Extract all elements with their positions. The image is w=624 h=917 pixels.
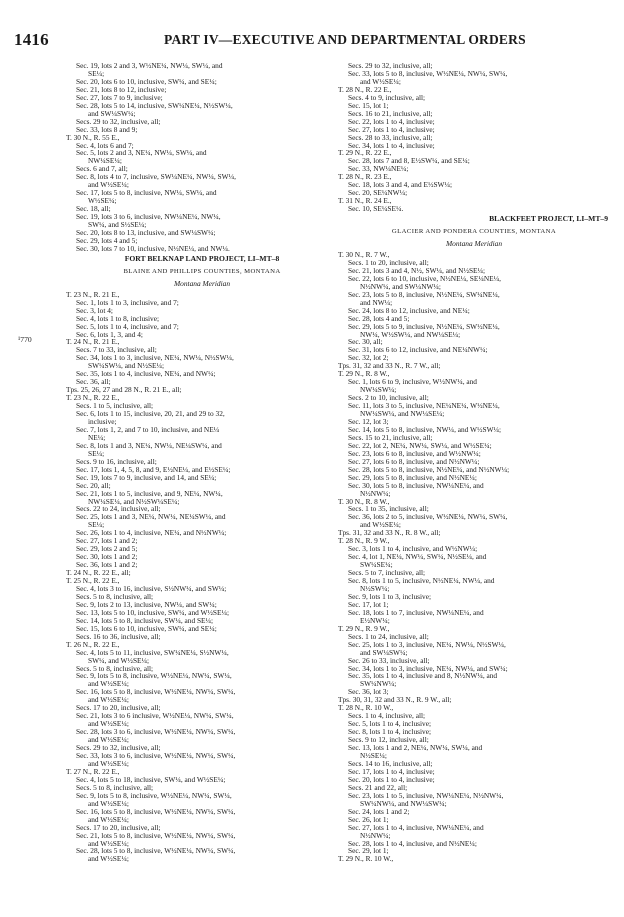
text-line: Sec. 26, lots 1 to 4, inclusive, NE¼, and N½NW¼; xyxy=(76,529,227,538)
text-line: Sec. 22, lot 2, NE¼, NW¼, SW¼, and W½SE¼; xyxy=(348,441,492,450)
text-line: and W½SE¼; xyxy=(88,680,129,689)
text-line: Sec. 11, lots 3 to 5, inclusive, NE¼NE¼, W½NE¼, xyxy=(348,402,500,411)
text-line: Sec. 36, lots 1 and 2; xyxy=(76,561,138,570)
text-line: Sec. 28, lots 4 and 5; xyxy=(348,314,410,323)
text-line: Sec. 9, lots 1 to 3, inclusive; xyxy=(348,592,432,601)
text-line: Sec. 23, lots 5 to 8, inclusive, N½NE¼, SW¼NE¼, xyxy=(348,290,500,299)
township-line: T. 31 N., R. 24 E., xyxy=(338,197,392,206)
text-line: Sec. 5, lots 1 to 4, inclusive; xyxy=(348,720,432,729)
text-line: Sec. 8, lots 1 and 3, NE¼, NW¼, NE¼SW¼, and xyxy=(76,441,222,450)
text-line: Secs. 16 to 36, inclusive, all; xyxy=(76,632,161,641)
text-line: Sec. 28, lots 5 to 8, inclusive, N½NE¼, and N½NW¼; xyxy=(348,465,510,474)
township-line: T. 28 N., R. 10 W., xyxy=(338,704,394,713)
text-line: Sec. 16, lots 5 to 8, inclusive, W½NE¼, NW¼, SW¼, xyxy=(76,807,236,816)
text-line: and W½SE¼; xyxy=(88,815,129,824)
project-title: BLACKFEET PROJECT, LI–MT–9 xyxy=(489,215,608,224)
text-line: and W½SE¼; xyxy=(88,720,129,729)
text-line: Sec. 4, lots 6 and 7; xyxy=(76,141,134,150)
text-line: Secs. 5 to 8, inclusive, all; xyxy=(76,664,154,673)
township-line: T. 29 N., R. 8 W., xyxy=(338,370,390,379)
counties-heading: BLAINE AND PHILLIPS COUNTIES, MONTANA xyxy=(123,267,281,275)
township-line: T. 30 N., R. 55 E., xyxy=(66,133,120,142)
text-line: Sec. 26, lot 1; xyxy=(348,815,389,824)
meridian-heading: Montana Meridian xyxy=(445,240,503,248)
marginal-note: ¹770 xyxy=(18,335,32,344)
text-line: Sec. 30, lots 7 to 10, inclusive, N½NE¼, and NW¼. xyxy=(76,244,230,253)
text-line: NW¼SW¼; xyxy=(360,386,397,395)
text-line: Sec. 36, all; xyxy=(76,378,111,387)
text-line: Sec. 26 to 33, inclusive, all; xyxy=(348,656,430,665)
text-line: Secs. 5 to 7, inclusive, all; xyxy=(348,569,426,578)
text-line: Secs. 1 to 4, inclusive, all; xyxy=(348,712,426,721)
counties-heading: GLACIER AND PONDERA COUNTIES, MONTANA xyxy=(391,228,557,236)
text-line: Sec. 23, lots 6 to 8, inclusive, and W½NW¼; xyxy=(348,449,481,458)
text-line: Sec. 29, lot 1; xyxy=(348,847,389,856)
text-line: Sec. 7, lots 1, 2, and 7 to 10, inclusive, and NE¼ xyxy=(76,425,220,434)
text-line: and W½SE¼; xyxy=(360,77,401,86)
text-line: Sec. 17, lots 1 to 4, inclusive; xyxy=(348,767,435,776)
text-line: Sec. 30, lots 1 and 2; xyxy=(76,553,138,562)
township-line: T. 29 N., R. 22 E., xyxy=(338,149,392,158)
text-line: SW¼, and S½SE¼; xyxy=(88,221,147,230)
text-line: Sec. 28, lots 3 to 6, inclusive, W½NE¼, NW¼, SW¼, xyxy=(76,728,236,737)
text-line: Sec. 17, lots 5 to 8, inclusive, NW¼, SW¼, and xyxy=(76,189,217,198)
text-line: E½NW¼; xyxy=(360,616,390,625)
text-line: Secs. 1 to 5, inclusive, all; xyxy=(76,402,154,411)
text-line: SE¼; xyxy=(88,449,105,458)
text-line: Sec. 35, lots 1 to 4, inclusive and 8, N½NW¼, and xyxy=(348,672,498,681)
township-line: T. 26 N., R. 22 E., xyxy=(66,640,120,649)
text-line: Sec. 21, lots 3 and 4, N½, SW¼, and N½SE¼; xyxy=(348,266,486,275)
text-line: Sec. 6, lots 1, 3, and 4; xyxy=(76,330,143,339)
text-line: Sec. 17, lots 1, 4, 5, 8, and 9, E½NE¼, and E½SE¼; xyxy=(76,465,231,474)
text-line: SE¼; xyxy=(88,521,105,530)
text-line: Secs. 17 to 20, inclusive, all; xyxy=(76,704,161,713)
text-line: Sec. 18, all; xyxy=(76,205,111,214)
text-line: Sec. 29, lots 5 to 9, inclusive, N½NE¼, SW½NE¼, xyxy=(348,322,500,331)
text-line: Sec. 27, lots 1 and 2; xyxy=(76,537,138,546)
text-line: Secs. 1 to 35, inclusive, all; xyxy=(348,505,429,514)
text-line: Sec. 13, lots 5 to 10, inclusive, SW¼, and W½SE¼; xyxy=(76,608,230,617)
text-line: NW¼SE¼; xyxy=(88,157,122,166)
text-line: Sec. 31, lots 6 to 12, inclusive, and NE¼NW¼; xyxy=(348,346,488,355)
text-line: Sec. 22, lots 6 to 10, inclusive, N½NE¼, SE¼NE¼, xyxy=(348,274,501,283)
text-line: N½NW¼, and SW¼NW¼; xyxy=(360,282,441,291)
township-line: T. 29 N., R. 10 W., xyxy=(338,855,394,864)
text-line: Sec. 10, SE¼SE¼. xyxy=(348,205,404,214)
text-line: Sec. 3, lot 4; xyxy=(76,306,113,315)
township-line: Tps. 25, 26, 27 and 28 N., R. 21 E., all; xyxy=(66,386,182,395)
township-line: T. 30 N., R. 7 W., xyxy=(338,250,390,259)
text-line: Sec. 8, lots 1 to 5, inclusive, N½NE¼, NW¼, and xyxy=(348,577,495,585)
text-line: Sec. 25, lots 1 to 3, inclusive, NE¼, NW¼, N½SW¼, xyxy=(348,640,506,649)
text-line: Sec. 18, lots 1 to 7, inclusive, NW¼NE¼, and xyxy=(348,608,484,617)
text-line: Sec. 14, lots 5 to 8, inclusive, NW¼, and W½SW¼; xyxy=(348,425,502,434)
township-line: T. 29 N., R. 9 W., xyxy=(338,624,390,633)
text-line: Sec. 29, lots 5 to 8, inclusive, and N½NE¼; xyxy=(348,473,477,482)
text-line: Secs. 1 to 24, inclusive, all; xyxy=(348,632,429,641)
text-line: Secs. 16 to 21, inclusive, all; xyxy=(348,109,433,118)
text-line: and NW¼; xyxy=(360,298,393,307)
text-line: SW¼, and W½SE¼; xyxy=(88,656,150,665)
township-line: T. 23 N., R. 22 E., xyxy=(66,394,120,403)
text-line: Sec. 1, lots 1 to 3, inclusive, and 7; xyxy=(76,298,179,307)
text-line: Secs. 29 to 32, inclusive, all; xyxy=(76,117,161,126)
text-line: Sec. 28, lots 1 to 4, inclusive, and N½NE¼; xyxy=(348,839,477,848)
text-line: and W½SE¼; xyxy=(88,759,129,768)
text-line: Secs. 17 to 20, inclusive, all; xyxy=(76,823,161,832)
text-line: N½NW¼; xyxy=(360,489,391,498)
text-line: Sec. 9, lots 2 to 13, inclusive, NW¼, and SW¼; xyxy=(76,600,217,609)
text-line: Sec. 21, lots 3 to 6 inclusive, W½NE¼, NW¼, SW¼, xyxy=(76,712,234,721)
text-line: and W½SE¼; xyxy=(360,521,401,530)
text-line: SE¼; xyxy=(88,69,105,78)
township-line: T. 28 N., R. 9 W., xyxy=(338,537,390,546)
text-line: Sec. 6, lots 1 to 15, inclusive, 20, 21, and 29 to 32, xyxy=(76,410,225,418)
text-line: Secs. 28 to 33, inclusive, all; xyxy=(348,133,433,142)
text-line: and SW¼SW¼; xyxy=(88,109,136,118)
text-line: Sec. 20, all; xyxy=(76,481,111,490)
text-line: Sec. 28, lots 5 to 8, inclusive, W½NE¼, NW¼, SW¼, xyxy=(76,847,236,856)
text-line: Sec. 29, lots 4 and 5; xyxy=(76,236,138,245)
text-line: Sec. 19, lots 2 and 3, W½NE¼, NW¼, SW¼, and xyxy=(76,62,223,70)
text-line: Secs. 5 to 8, inclusive, all; xyxy=(76,783,154,792)
text-line: Secs. 7 to 33, inclusive, all; xyxy=(76,346,157,355)
text-line: Sec. 4, lots 1 to 8, inclusive; xyxy=(76,314,160,323)
text-line: Sec. 21, lots 1 to 5, inclusive, and 9, NE¼, NW¼, xyxy=(76,489,223,498)
text-line: Sec. 33, lots 8 and 9; xyxy=(76,125,138,134)
text-line: SW¼SE¼; xyxy=(360,561,393,570)
text-line: Sec. 30, all; xyxy=(348,338,383,347)
text-line: Sec. 36, lot 3; xyxy=(348,688,389,697)
text-line: Sec. 20, lots 6 to 10, inclusive, SW¼, and SE¼; xyxy=(76,77,217,86)
text-line: Sec. 18, lots 3 and 4, and E½SW¼; xyxy=(348,181,453,190)
text-line: and SW¼SW¼; xyxy=(360,648,408,657)
project-title: FORT BELKNAP LAND PROJECT, LI–MT–8 xyxy=(124,254,280,263)
text-line: Sec. 34, lots 1 to 3, inclusive, NE¼, NW¼, N½SW¼, xyxy=(76,354,234,363)
text-line: Sec. 4, lots 5 to 11, inclusive, SW¼NE¼, S½NW¼, xyxy=(76,648,229,657)
text-line: SW¼NW¼; xyxy=(360,680,397,689)
page-header xyxy=(14,30,612,50)
text-line: Sec. 29, lots 2 and 5; xyxy=(76,545,138,554)
text-line: and W½SE¼; xyxy=(88,799,129,808)
text-line: Sec. 16, lots 5 to 8, inclusive, W½NE¼, NW¼, SW¼, xyxy=(76,688,236,697)
text-line: Sec. 33, lots 3 to 6, inclusive, W½NE¼, NW¼, SW¼, xyxy=(76,752,236,760)
text-line: Sec. 27, lots 6 to 8, inclusive, and N½NW¼; xyxy=(348,457,480,466)
township-line: Tps. 30, 31, 32 and 33 N., R. 9 W., all; xyxy=(338,696,452,705)
text-line: Secs. 1 to 20, inclusive, all; xyxy=(348,258,429,267)
text-line: N½SE¼; xyxy=(360,752,387,760)
text-line: Secs. 15 to 21, inclusive, all; xyxy=(348,433,433,442)
text-line: Sec. 33, lots 5 to 8, inclusive, W½NE¼, NW¼, SW¼, xyxy=(348,69,508,78)
text-line: Sec. 8, lots 4 to 7, inclusive, SW¼NE¼, NW¼, SW¼, xyxy=(76,173,236,182)
running-head: PART IV—EXECUTIVE AND DEPARTMENTAL ORDERS xyxy=(164,32,526,47)
page-number: 1416 xyxy=(14,30,49,49)
text-line: Sec. 15, lot 1; xyxy=(348,101,389,110)
text-line: and W½SE¼; xyxy=(88,181,129,190)
text-line: Secs. 6 and 7, all; xyxy=(76,165,128,174)
text-line: Sec. 33, NW¼NE¼; xyxy=(348,165,409,174)
text-line: Sec. 24, lots 1 and 2; xyxy=(348,807,410,816)
text-line: Secs. 2 to 10, inclusive, all; xyxy=(348,394,429,403)
text-line: Secs. 4 to 9, inclusive, all; xyxy=(348,93,426,102)
text-line: Secs. 21 and 22, all; xyxy=(348,783,408,792)
text-line: Secs. 5 to 8, inclusive, all; xyxy=(76,592,154,601)
text-line: Sec. 35, lots 1 to 4, inclusive, NE¼, and NW¼; xyxy=(76,370,216,379)
text-line: Secs. 9 to 12, inclusive, all; xyxy=(348,736,429,745)
text-line: Sec. 17, lot 1; xyxy=(348,600,389,609)
text-line: Sec. 4, lots 5 to 18, inclusive, SW¼, and W½SE¼; xyxy=(76,775,226,784)
text-line: Secs. 22 to 24, inclusive, all; xyxy=(76,505,161,514)
text-line: and W½SE¼; xyxy=(88,736,129,745)
left-column xyxy=(66,62,338,863)
township-line: T. 24 N., R. 22 E., all; xyxy=(66,569,131,578)
text-line: Sec. 32, lot 2; xyxy=(348,354,389,363)
text-line: Sec. 4, lot 1, NE¼, NW¼, SW¼, N½SE¼, and xyxy=(348,553,487,562)
text-line: NW¼SE¼, and N½SW¼SE¼; xyxy=(88,497,180,506)
township-line: T. 27 N., R. 22 E., xyxy=(66,767,120,776)
text-line: inclusive; xyxy=(88,417,117,426)
text-line: Sec. 5, lots 2 and 3, NE¼, NW¼, SW¼, and xyxy=(76,149,207,158)
text-line: Sec. 28, lots 5 to 14, inclusive, SW¼NE¼, N½SW¼, xyxy=(76,101,233,110)
text-line: Secs. 29 to 32, inclusive, all; xyxy=(76,744,161,753)
text-line: Sec. 20, lots 8 to 13, inclusive, and SW¼SW¼; xyxy=(76,229,216,237)
text-line: Secs. 29 to 32, inclusive, all; xyxy=(348,62,433,70)
text-line: Sec. 15, lots 6 to 10, inclusive, SW¼, and SE¼; xyxy=(76,624,217,633)
text-line: NE¼; xyxy=(88,433,106,442)
township-line: T. 28 N., R. 22 E., xyxy=(338,85,392,94)
text-line: Secs. 9 to 16, inclusive, all; xyxy=(76,457,157,466)
text-line: Sec. 25, lots 1 and 3, NE¼, NW¼, NE¼SW¼, and xyxy=(76,513,226,522)
text-line: Sec. 9, lots 5 to 8, inclusive, W½NE¼, NW¼, SW¼, xyxy=(76,672,232,681)
text-line: Sec. 9, lots 5 to 8, inclusive, W½NE¼, NW¼, SW¼, xyxy=(76,791,232,800)
text-line: SW¼SW¼, and N½SE¼; xyxy=(88,362,165,371)
text-line: Sec. 27, lots 1 to 4, inclusive; xyxy=(348,125,435,134)
text-line: and W½SE¼; xyxy=(88,839,129,848)
text-line: Sec. 19, lots 3 to 6, inclusive, NW¼NE¼, NW¼, xyxy=(76,213,221,222)
text-line: Sec. 4, lots 3 to 16, inclusive, S½NW¼, and SW¼; xyxy=(76,585,227,593)
text-line: Sec. 36, lots 2 to 5, inclusive, W½NE¼, NW¼, SW¼, xyxy=(348,513,508,522)
text-line: Sec. 12, lot 3; xyxy=(348,417,389,426)
text-line: NW¼SW¼, and NW¼SE¼; xyxy=(360,410,445,418)
text-line: Secs. 14 to 16, inclusive, all; xyxy=(348,759,433,768)
text-line: Sec. 21, lots 5 to 8, inclusive, W½NE¼, NW¼, SW¼, xyxy=(76,831,236,840)
text-line: Sec. 27, lots 1 to 4, inclusive, NW¼NE¼, and xyxy=(348,823,484,832)
text-line: and W½SE¼; xyxy=(88,855,129,864)
text-line: Sec. 13, lots 1 and 2, NE¼, NW¼, SW¼, and xyxy=(348,744,483,753)
text-line: Sec. 3, lots 1 to 4, inclusive, and W½NW¼; xyxy=(348,545,478,554)
text-line: N½NW¼; xyxy=(360,831,391,840)
township-line: T. 23 N., R. 21 E., xyxy=(66,290,120,299)
text-line: N½SW¼; xyxy=(360,585,390,593)
text-line: Sec. 30, lots 5 to 8, inclusive, NW¼NE¼, and xyxy=(348,481,484,490)
text-line: SW¼NW¼, and NW¼SW¼; xyxy=(360,799,447,808)
text-line: Sec. 20, SE¼NW¼; xyxy=(348,189,408,198)
text-line: Sec. 24, lots 8 to 12, inclusive, and NE¼; xyxy=(348,306,470,315)
township-line: T. 30 N., R. 8 W., xyxy=(338,497,390,506)
township-line: T. 25 N., R. 22 E., xyxy=(66,577,120,585)
text-line: Sec. 22, lots 1 to 4, inclusive; xyxy=(348,117,435,126)
meridian-heading: Montana Meridian xyxy=(173,279,231,288)
text-line: Sec. 28, lots 7 and 8, E½SW¼, and SE¼; xyxy=(348,157,470,166)
text-line: Sec. 19, lots 7 to 9, inclusive, and 14, and SE¼; xyxy=(76,473,217,482)
text-line: Sec. 27, lots 7 to 9, inclusive; xyxy=(76,93,163,102)
text-line: Sec. 23, lots 1 to 5, inclusive, NW¼NE¼, N½NW¼, xyxy=(348,791,504,800)
text-line: Sec. 1, lots 6 to 9, inclusive, W½NW¼, and xyxy=(348,378,477,387)
text-line: Sec. 14, lots 5 to 8, inclusive, SW¼, and SE¼; xyxy=(76,616,214,625)
township-line: T. 28 N., R. 23 E., xyxy=(338,173,392,182)
township-line: Tps. 31, 32 and 33 N., R. 8 W., all; xyxy=(338,529,441,538)
text-line: W½SE¼; xyxy=(88,197,117,206)
right-column xyxy=(338,62,610,863)
text-line: Sec. 34, lots 1 to 4, inclusive; xyxy=(348,141,435,150)
text-line: Sec. 5, lots 1 to 4, inclusive, and 7; xyxy=(76,322,179,331)
township-line: T. 24 N., R. 21 E., xyxy=(66,338,120,347)
text-line: and W½SE¼; xyxy=(88,696,129,705)
text-line: NW¼, W½SW¼, and NW¼SE¼; xyxy=(360,330,461,339)
text-line: Sec. 34, lots 1 to 3, inclusive, NE¼, NW¼, and SW¼; xyxy=(348,664,508,673)
text-line: Sec. 8, lots 1 to 4, inclusive; xyxy=(348,728,432,737)
township-line: Tps. 31, 32 and 33 N., R. 7 W., all; xyxy=(338,362,441,371)
text-line: Sec. 21, lots 8 to 12, inclusive; xyxy=(76,85,167,94)
text-line: Sec. 20, lots 1 to 4, inclusive; xyxy=(348,775,435,784)
